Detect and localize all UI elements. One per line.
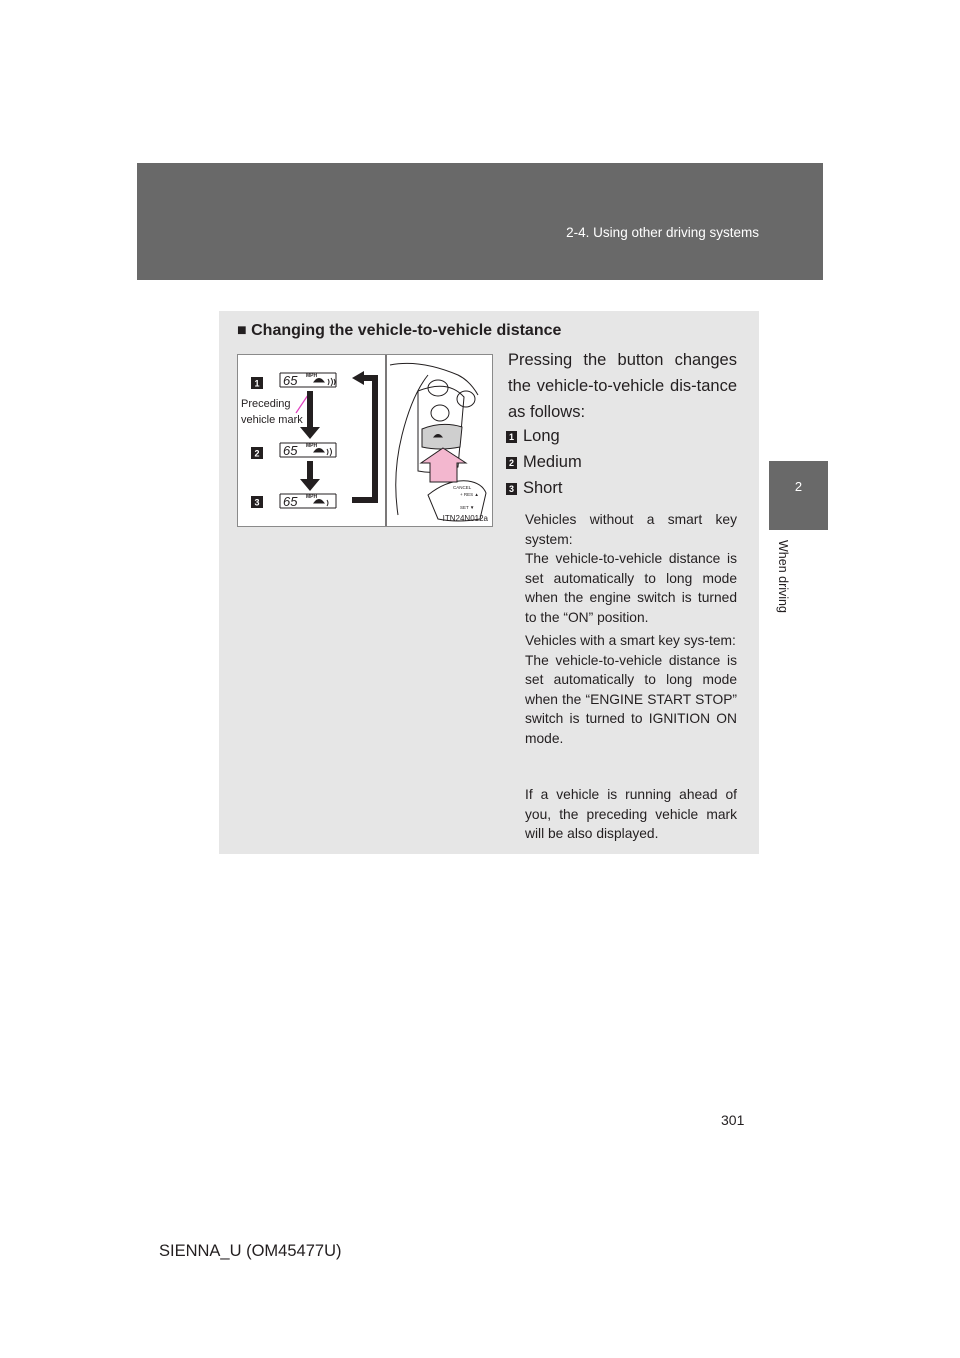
option-short <box>506 479 562 498</box>
note-title: Vehicles with a smart key sys-tem: <box>525 633 736 648</box>
speed-readout-2: 65 <box>283 443 298 458</box>
note-preceding-vehicle <box>525 785 737 844</box>
speed-unit-2: MPH <box>306 443 318 449</box>
option-number-2: 2 <box>506 457 517 469</box>
figure-tag-2 <box>251 447 263 459</box>
option-medium <box>506 453 582 472</box>
switch-label-cancel: CANCEL <box>453 485 472 490</box>
figure-tag-1 <box>251 377 263 389</box>
section-title: 2-4. Using other driving systems <box>566 225 759 240</box>
speed-readout-3: 65 <box>283 494 298 509</box>
switch-label-res: + RES ▲ <box>460 492 479 497</box>
note-text: The vehicle-to-vehicle distance is set automatically to long mode when the engine switch is turned to the “ON” position. <box>525 551 737 625</box>
intro-text: Pressing the button changes the vehicle-to-vehicle dis-tance as follows: <box>508 351 737 421</box>
option-number-1: 1 <box>506 431 517 443</box>
svg-text:1: 1 <box>254 378 260 389</box>
speed-readout-1: 65 <box>283 373 298 388</box>
distance-illustration <box>238 355 492 526</box>
svg-text:2: 2 <box>254 448 260 459</box>
steering-switch-illustration <box>390 363 486 521</box>
page-header <box>137 163 823 280</box>
option-label-medium: Medium <box>523 453 582 471</box>
note-smart-key <box>525 631 737 748</box>
note-no-smart-key <box>525 510 737 627</box>
figure-code: ITN24N012a <box>442 514 488 523</box>
page-number: 301 <box>721 1112 745 1128</box>
option-long <box>506 427 560 446</box>
switch-label-set: SET ▼ <box>460 505 475 510</box>
down-arrow-1 <box>300 391 320 439</box>
note-text: The vehicle-to-vehicle distance is set automatically to long mode when the “ENGINE START STOP” switch is turned to IGNITION ON mode. <box>525 652 737 746</box>
chapter-number: 2 <box>794 479 803 494</box>
option-label-short: Short <box>523 479 563 497</box>
document-code: SIENNA_U (OM45477U) <box>159 1242 342 1260</box>
preceding-vehicle-callout: Preceding vehicle mark <box>241 398 303 426</box>
note-title: Vehicles without a smart key system: <box>525 512 737 547</box>
chapter-label: When driving <box>776 540 790 613</box>
speed-unit-3: MPH <box>306 494 318 500</box>
option-number-3: 3 <box>506 483 517 495</box>
note-text: If a vehicle is running ahead of you, the preceding vehicle mark will be also displayed. <box>525 787 737 841</box>
section-box <box>219 311 759 854</box>
svg-text:3: 3 <box>254 497 260 508</box>
figure-tag-3 <box>251 496 263 508</box>
option-label-long: Long <box>523 427 560 445</box>
chapter-tab <box>769 461 828 530</box>
down-arrow-2 <box>300 461 320 491</box>
speed-unit-1: MPH <box>306 373 318 379</box>
cycle-bracket <box>352 371 378 503</box>
distance-figure <box>237 354 493 527</box>
section-heading: ■ Changing the vehicle-to-vehicle distance <box>237 322 562 339</box>
